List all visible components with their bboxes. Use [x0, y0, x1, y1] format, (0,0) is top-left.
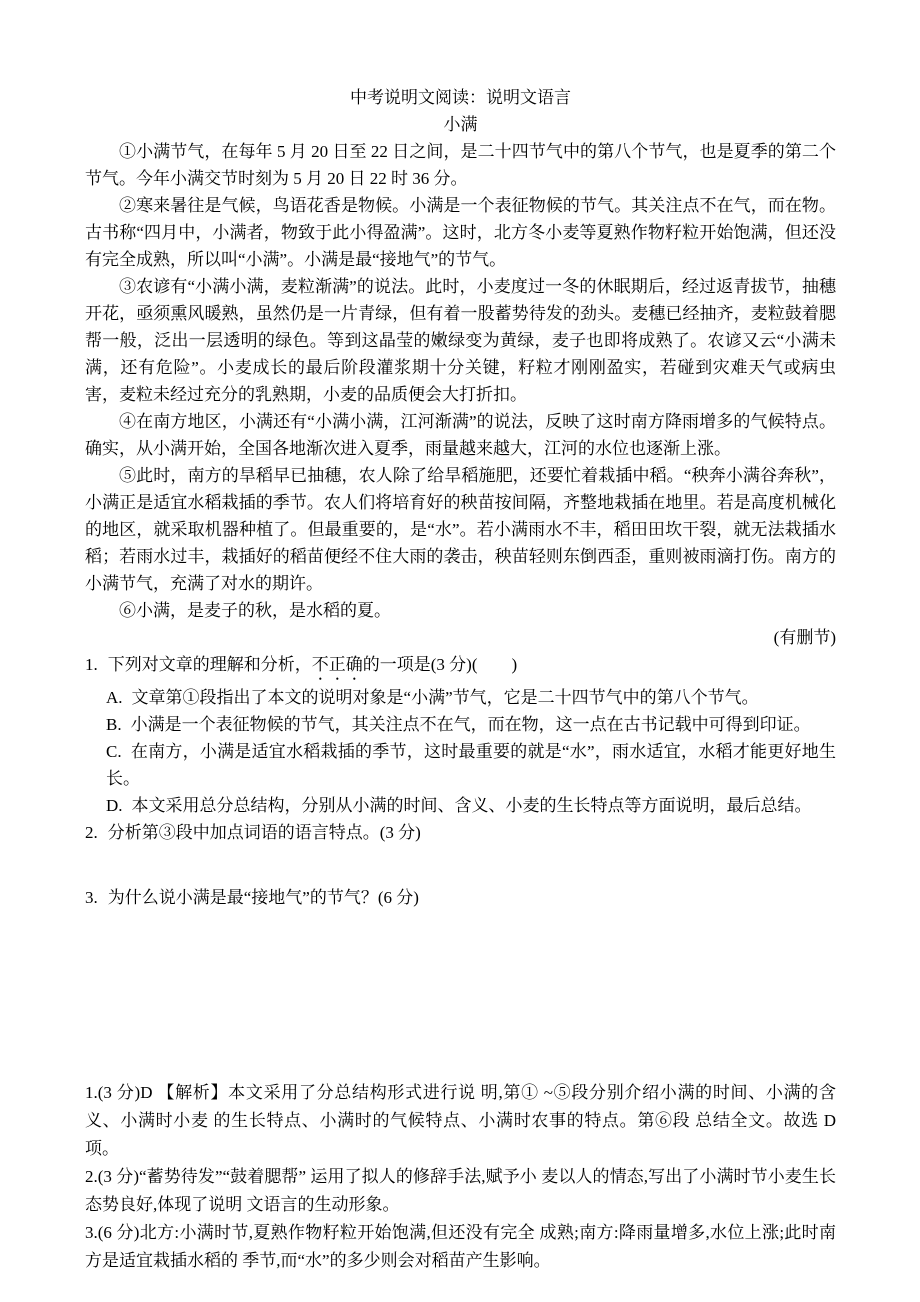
option-a-label: A.	[106, 688, 123, 707]
answer-3: 3.(6 分)北方:小满时节,夏熟作物籽粒开始饱满,但还没有完全 成熟;南方:降雨量增多,水位上涨;此时南方是适宜栽插水稻的 季节,而“水”的多少则会对稻苗产生影响。	[85, 1223, 836, 1270]
answer-1: 1.(3 分)D 【解析】本文采用了分总结构形式进行说 明,第① ~⑤段分别介绍小满的时间、小满的含义、小满时小麦 的生长特点、小满时的气候特点、小满时农事的特点。第⑥段 总结全文。故选 D 项。	[85, 1083, 836, 1158]
question-1-number: 1.	[85, 655, 98, 674]
deletion-note: (有删节)	[773, 628, 836, 647]
question-1-option-d	[85, 792, 836, 819]
question-1	[85, 651, 836, 684]
question-2	[85, 819, 836, 846]
question-3-number: 3.	[85, 888, 98, 907]
article-paragraph-4: ④在南方地区，小满还有“小满小满，江河渐满”的说法，反映了这时南方降雨增多的气候特点。确实，从小满开始，全国各地渐次进入夏季，雨量越来越大，江河的水位也逐渐上涨。	[85, 412, 836, 458]
question-2-text: 分析第③段中加点词语的语言特点。(3 分)	[107, 823, 421, 842]
option-d-text: 本文采用总分总结构，分别从小满的时间、含义、小麦的生长特点等方面说明，最后总结。	[131, 796, 812, 815]
question-3-text: 为什么说小满是最“接地气”的节气？(6 分)	[107, 888, 419, 907]
option-b-text: 小满是一个表征物候的节气，其关注点不在气，而在物，这一点在古书记载中可得到印证。	[130, 715, 811, 734]
option-c-text: 在南方，小满是适宜水稻栽插的季节，这时最重要的就是“水”，雨水适宜，水稻才能更好地生长。	[106, 742, 836, 788]
option-d-label: D.	[106, 796, 123, 815]
article-paragraph-6: ⑥小满，是麦子的秋，是水稻的夏。	[119, 601, 391, 620]
option-a-text: 文章第①段指出了本文的说明对象是“小满”节气，它是二十四节气中的第八个节气。	[131, 688, 759, 707]
question-2-number: 2.	[85, 823, 98, 842]
question-1-text-pre: 下列对文章的理解和分析，	[107, 655, 312, 674]
question-1-option-c	[85, 738, 836, 792]
article-paragraph-2: ②寒来暑往是气候，鸟语花香是物候。小满是一个表征物候的节气。其关注点不在气，而在物。古书称“四月中，小满者，物致于此小得盈满”。这时，北方冬小麦等夏熟作物籽粒开始饱满，但还没有完全成熟，所以叫“小满”。小满是最“接地气”的节气。	[85, 196, 836, 269]
question-1-option-a	[85, 684, 836, 711]
question-3	[85, 884, 836, 911]
question-1-text-post: 的一项是(3 分)( )	[362, 655, 518, 674]
article-paragraph-1: ①小满节气，在每年 5 月 20 日至 22 日之间，是二十四节气中的第八个节气，也是夏季的第二个节气。今年小满交节时刻为 5 月 20 日 22 时 36 分。	[85, 142, 836, 188]
question-1-emphasized-word: 不正确	[311, 655, 363, 674]
page-title: 中考说明文阅读：说明文语言	[350, 88, 571, 107]
article-paragraph-3: ③农谚有“小满小满，麦粒渐满”的说法。此时，小麦度过一冬的休眠期后，经过返青拔节，抽穗开花，亟须熏风暖熟，虽然仍是一片青绿，但有着一股蓄势待发的劲头。麦穗已经抽齐，麦粒鼓着腮帮一般，泛出一层透明的绿色。等到这晶莹的嫩绿变为黄绿，麦子也即将成熟了。农谚又云“小满未满，还有危险”。小麦成长的最后阶段灌浆期十分关键，籽粒才刚刚盈实，若碰到灾难天气或病虫害，麦粒未经过充分的乳熟期，小麦的品质便会大打折扣。	[85, 277, 836, 404]
answer-2: 2.(3 分)“蓄势待发”“鼓着腮帮” 运用了拟人的修辞手法,赋予小 麦以人的情态,写出了小满时节小麦生长态势良好,体现了说明 文语言的生动形象。	[85, 1167, 836, 1214]
article-subtitle: 小满	[443, 115, 478, 134]
answer-key	[85, 1079, 836, 1275]
option-c-label: C.	[106, 742, 122, 761]
article-paragraph-5: ⑤此时，南方的旱稻早已抽穗，农人除了给旱稻施肥，还要忙着栽插中稻。“秧奔小满谷奔秋”，小满正是适宜水稻栽插的季节。农人们将培育好的秧苗按间隔，齐整地栽插在地里。若是高度机械化的地区，就采取机器种植了。但最重要的，是“水”。若小满雨水不丰，稻田田坎干裂，就无法栽插水稻；若雨水过丰，栽插好的稻苗便经不住大雨的袭击，秧苗轻则东倒西歪，重则被雨滴打伤。南方的小满节气，充满了对水的期许。	[85, 466, 836, 593]
option-b-label: B.	[106, 715, 122, 734]
question-1-option-b	[85, 711, 836, 738]
